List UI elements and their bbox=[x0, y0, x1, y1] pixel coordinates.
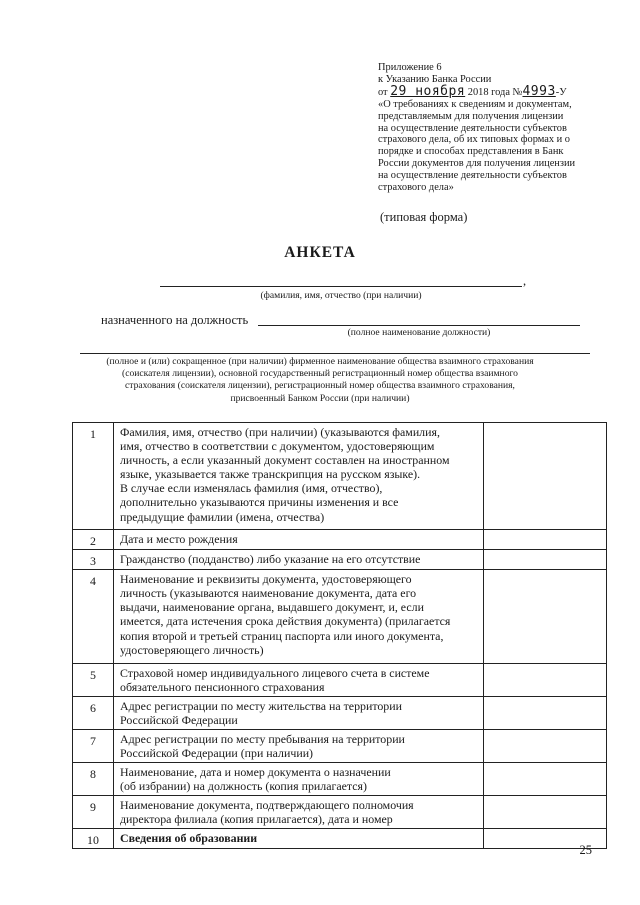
question-line: Страховой номер индивидуального лицевого счета в системе bbox=[120, 666, 430, 681]
row-number: 9 bbox=[73, 796, 114, 829]
row-question bbox=[114, 829, 484, 849]
question-line: имеется, дата истечения срока действия документа) (прилагается bbox=[120, 614, 451, 629]
row-number: 8 bbox=[73, 763, 114, 796]
question-line: обязательного пенсионного страхования bbox=[120, 680, 325, 695]
name-field-line[interactable] bbox=[160, 286, 522, 287]
company-field-line[interactable] bbox=[80, 353, 590, 354]
row-number: 1 bbox=[73, 423, 114, 530]
row-number: 4 bbox=[73, 570, 114, 664]
quote-line: страхового дела» bbox=[378, 182, 454, 194]
question-line: Наименование, дата и номер документа о назначении bbox=[120, 765, 391, 780]
answer-cell[interactable] bbox=[484, 796, 607, 829]
table-row bbox=[73, 530, 607, 550]
question-line: удостоверяющего личность) bbox=[120, 642, 264, 657]
table-row bbox=[73, 763, 607, 796]
position-label: назначенного на должность bbox=[101, 313, 249, 327]
question-line: В случае если изменялась фамилия (имя, отчество), bbox=[120, 481, 383, 496]
row-number: 7 bbox=[73, 730, 114, 763]
row-question bbox=[114, 697, 484, 730]
from-prefix: от bbox=[378, 86, 388, 98]
quote-line: порядке и способах представления в Банк bbox=[378, 146, 564, 158]
company-caption-line: (полное и (или) сокращенное (при наличии) фирменное наименование общества взаимного страхования bbox=[106, 356, 534, 367]
quote-line: «О требованиях к сведениям и документам, bbox=[378, 98, 572, 110]
company-caption-line: (соискателя лицензии), основной государственный регистрационный номер общества взаимного bbox=[122, 368, 518, 380]
handwritten-number: 4993 bbox=[522, 83, 556, 99]
directive-date-line bbox=[378, 83, 610, 99]
question-line: языке, указывается также транскрипция на русском языке). bbox=[120, 467, 421, 482]
appendix-label: Приложение 6 bbox=[378, 62, 442, 73]
row-question bbox=[114, 763, 484, 796]
row-question bbox=[114, 664, 484, 697]
from-year: 2018 года № bbox=[467, 86, 523, 98]
table-row bbox=[73, 829, 607, 849]
question-line: личность (указываются наименование документа, дата его bbox=[120, 586, 417, 601]
row-question bbox=[114, 423, 484, 530]
quote-line: страхового дела, об их типовых формах и о bbox=[378, 134, 570, 146]
company-caption-line: страхования (соискателя лицензии), регистрационный номер общества взаимного страхования, bbox=[125, 380, 515, 392]
question-line: Фамилия, имя, отчество (при наличии) (указываются фамилия, bbox=[120, 425, 440, 439]
question-line: предыдущие фамилии (имена, отчества) bbox=[120, 509, 325, 524]
page-number: 25 bbox=[579, 843, 592, 857]
questionnaire-table bbox=[72, 422, 607, 849]
name-comma: , bbox=[523, 274, 527, 288]
row-number: 2 bbox=[73, 530, 114, 550]
question-line: Дата и место рождения bbox=[120, 532, 238, 546]
answer-cell[interactable] bbox=[484, 730, 607, 763]
question-line: Российской Федерации (при наличии) bbox=[120, 746, 314, 761]
table-row bbox=[73, 664, 607, 697]
table-row bbox=[73, 697, 607, 730]
table-row bbox=[73, 550, 607, 570]
table-row bbox=[73, 796, 607, 829]
row-number: 3 bbox=[73, 550, 114, 570]
answer-cell[interactable] bbox=[484, 530, 607, 550]
name-caption: (фамилия, имя, отчество (при наличии) bbox=[260, 290, 422, 301]
quote-line: на осуществление деятельности субъектов bbox=[378, 170, 567, 182]
answer-cell[interactable] bbox=[484, 664, 607, 697]
position-caption: (полное наименование должности) bbox=[347, 327, 491, 338]
question-line: (об избрании) на должность (копия прилагается) bbox=[120, 779, 367, 794]
header-block bbox=[378, 62, 610, 194]
row-question bbox=[114, 530, 484, 550]
quote-line: на осуществление деятельности субъектов bbox=[378, 122, 567, 134]
question-line: дополнительно указываются причины изменения и все bbox=[120, 495, 399, 510]
from-suffix: -У bbox=[555, 86, 567, 98]
row-question bbox=[114, 730, 484, 763]
question-line: Адрес регистрации по месту жительства на территории bbox=[120, 699, 402, 714]
table-row bbox=[73, 730, 607, 763]
row-question bbox=[114, 550, 484, 570]
row-question bbox=[114, 796, 484, 829]
answer-cell[interactable] bbox=[484, 697, 607, 730]
question-line: Наименование документа, подтверждающего полномочия bbox=[120, 798, 414, 813]
question-line: Адрес регистрации по месту пребывания на территории bbox=[120, 732, 405, 747]
answer-cell[interactable] bbox=[484, 550, 607, 570]
form-type-label: (типовая форма) bbox=[380, 210, 468, 224]
table-row bbox=[73, 570, 607, 664]
question-line: Наименование и реквизиты документа, удостоверяющего bbox=[120, 572, 412, 587]
row-question bbox=[114, 570, 484, 664]
answer-cell[interactable] bbox=[484, 570, 607, 664]
answer-cell[interactable] bbox=[484, 423, 607, 530]
row-number: 10 bbox=[73, 829, 114, 849]
company-caption bbox=[60, 356, 580, 405]
quote-line: представляемым для получения лицензии bbox=[378, 110, 564, 122]
row-number: 5 bbox=[73, 664, 114, 697]
answer-cell[interactable] bbox=[484, 763, 607, 796]
question-line: директора филиала (копия прилагается), дата и номер bbox=[120, 812, 393, 827]
question-line: копия второй и третьей страниц паспорта или иного документа, bbox=[120, 628, 444, 643]
position-field-line[interactable] bbox=[258, 325, 580, 326]
handwritten-date: 29 ноября bbox=[390, 83, 466, 99]
question-line: личность, а если указанный документ составлен на иностранном bbox=[120, 453, 450, 468]
table-row bbox=[73, 423, 607, 530]
question-line: имя, отчество в соответствии с документом, удостоверяющим bbox=[120, 439, 435, 454]
row-number: 6 bbox=[73, 697, 114, 730]
page-title: АНКЕТА bbox=[284, 244, 356, 261]
question-line: Сведения об образовании bbox=[120, 831, 258, 846]
question-line: Российской Федерации bbox=[120, 713, 238, 728]
company-caption-line: присвоенный Банком России (при наличии) bbox=[230, 392, 410, 404]
question-line: выдачи, наименование органа, выдавшего документ, и, если bbox=[120, 600, 424, 615]
quote-line: России документов для получения лицензии bbox=[378, 158, 576, 170]
directive-label: к Указанию Банка России bbox=[378, 73, 492, 85]
question-line: Гражданство (подданство) либо указание на его отсутствие bbox=[120, 552, 421, 567]
